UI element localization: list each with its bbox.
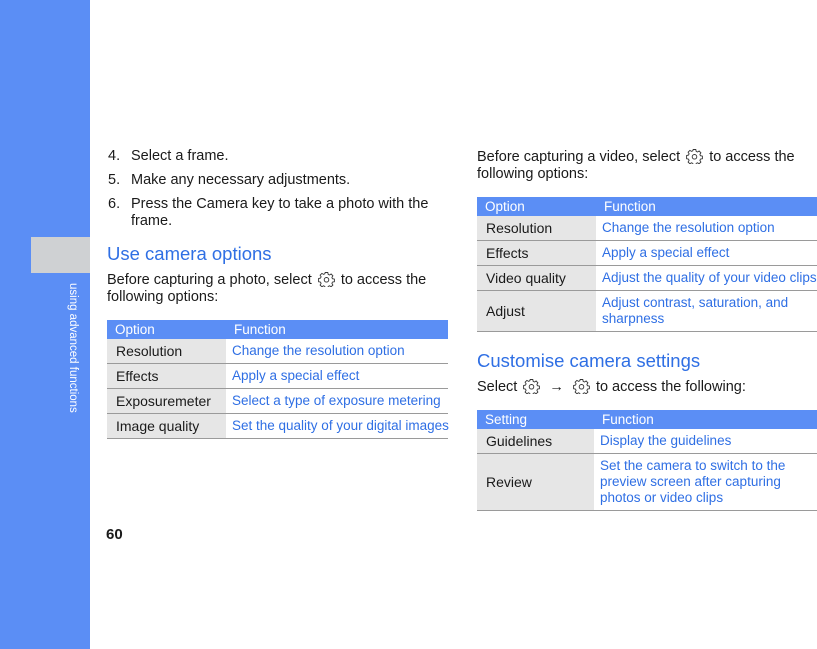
page-number: 60	[106, 526, 123, 543]
column-header: Option	[477, 197, 596, 216]
section-heading: Use camera options	[107, 243, 272, 264]
option-cell: Adjust	[477, 291, 596, 332]
function-cell: Select a type of exposure metering	[226, 389, 448, 414]
settings-gear-icon	[318, 271, 335, 287]
option-cell: Resolution	[477, 216, 596, 241]
video-options-table	[477, 197, 817, 332]
function-cell: Set the quality of your digital images	[226, 414, 448, 439]
camera-options-table	[107, 320, 448, 439]
arrow-icon: →	[549, 379, 564, 395]
table-row	[477, 266, 817, 291]
chapter-tab	[31, 237, 90, 273]
table-row	[477, 454, 817, 511]
option-cell: Video quality	[477, 266, 596, 291]
setting-cell: Review	[477, 454, 594, 511]
step-5	[107, 172, 448, 189]
step-text: Press the Camera key to take a photo with the frame.	[131, 196, 429, 229]
option-cell: Effects	[107, 364, 226, 389]
intro-text: to access the following options:	[107, 272, 427, 305]
section-heading: Customise camera settings	[477, 350, 701, 371]
intro-paragraph	[477, 148, 817, 183]
column-header: Function	[226, 320, 448, 339]
table-row	[107, 339, 448, 364]
step-text: Make any necessary adjustments.	[131, 172, 351, 188]
function-cell: Apply a special effect	[596, 241, 817, 266]
select-text: to access the following:	[595, 379, 746, 395]
function-cell: Change the resolution option	[226, 339, 448, 364]
option-cell: Effects	[477, 241, 596, 266]
step-number: 5.	[108, 172, 121, 188]
setting-cell: Guidelines	[477, 429, 594, 454]
step-6	[107, 196, 448, 230]
option-cell: Image quality	[107, 414, 226, 439]
function-cell: Display the guidelines	[594, 429, 817, 454]
function-cell: Apply a special effect	[226, 364, 448, 389]
column-header: Function	[594, 410, 817, 429]
camera-settings-table	[477, 410, 817, 511]
settings-gear-icon	[523, 378, 540, 394]
intro-text: Before capturing a photo, select	[107, 272, 312, 288]
chapter-label: using advanced functions	[67, 283, 79, 413]
settings-gear-icon	[573, 378, 590, 394]
function-cell: Change the resolution option	[596, 216, 817, 241]
column-header: Setting	[477, 410, 594, 429]
option-cell: Exposuremeter	[107, 389, 226, 414]
column-header: Option	[107, 320, 226, 339]
table-row	[477, 241, 817, 266]
intro-paragraph	[107, 271, 448, 306]
select-text: Select	[477, 379, 518, 395]
step-number: 6.	[108, 196, 121, 212]
step-text: Select a frame.	[131, 148, 229, 164]
intro-text: to access the following options:	[477, 149, 795, 182]
table-header	[477, 197, 817, 216]
intro-text: Before capturing a video, select	[477, 149, 681, 165]
select-paragraph	[477, 378, 817, 396]
left-column	[107, 148, 448, 439]
settings-gear-icon	[686, 148, 703, 164]
function-cell: Adjust the quality of your video clips	[596, 266, 817, 291]
table-row	[477, 291, 817, 332]
table-row	[107, 389, 448, 414]
table-row	[477, 429, 817, 454]
option-cell: Resolution	[107, 339, 226, 364]
step-4	[107, 148, 448, 165]
function-cell: Set the camera to switch to the preview screen after capturing photos or video clips	[594, 454, 817, 511]
table-row	[107, 364, 448, 389]
table-row	[477, 216, 817, 241]
right-column	[477, 148, 817, 511]
table-header	[477, 410, 817, 429]
table-header	[107, 320, 448, 339]
function-cell: Adjust contrast, saturation, and sharpness	[596, 291, 817, 332]
table-row	[107, 414, 448, 439]
column-header: Function	[596, 197, 817, 216]
step-number: 4.	[108, 148, 121, 164]
